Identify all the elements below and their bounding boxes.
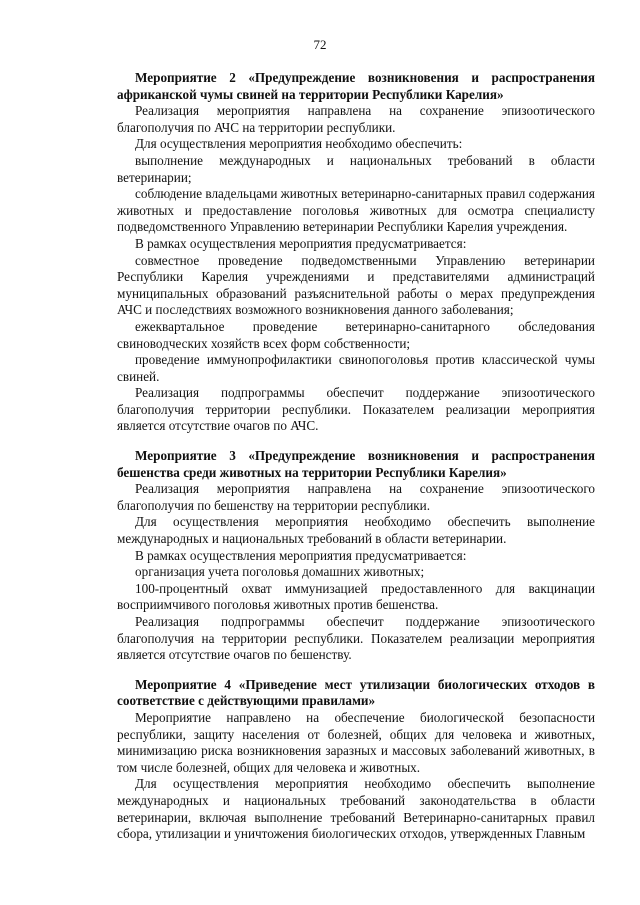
paragraph: ежеквартальное проведение ветеринарно-санитарного обследования свиноводческих хозяйств всех форм собственности;	[117, 318, 595, 351]
paragraph: Реализация мероприятия направлена на сохранение эпизоотического благополучия по АЧС на территории республики.	[117, 103, 595, 135]
paragraph: Для осуществления мероприятия необходимо обеспечить выполнение международных и национальных требований в области ветеринарии.	[117, 514, 595, 547]
paragraph: организация учета поголовья домашних животных;	[135, 564, 425, 580]
paragraph: В рамках осуществления мероприятия предусматривается:	[135, 235, 467, 251]
paragraph: Реализация подпрограммы обеспечит поддержание эпизоотического благополучия на территории республики. Показателем реализации мероприятия является отсутствие очагов по бешенству.	[117, 614, 595, 663]
page-number: 72	[313, 37, 327, 52]
paragraph: Для осуществления мероприятия необходимо обеспечить:	[135, 136, 463, 152]
section-spacer	[117, 664, 595, 677]
paragraph: совместное проведение подведомственными Управлению ветеринарии Республики Карелия учреждениями и представителями администраций муниципальных образований разъяснительной работы о мерах предупреждения АЧС и последствиях возможного возникновения данного заболевания;	[117, 252, 595, 318]
section-measure-2	[117, 70, 595, 435]
section-heading: Мероприятие 4 «Приведение мест утилизации биологических отходов в соответствие с действующими правилами»	[117, 676, 595, 709]
section-measure-4	[117, 677, 595, 843]
paragraph: проведение иммунопрофилактики свинопоголовья против классической чумы свиней.	[117, 352, 595, 384]
paragraph: В рамках осуществления мероприятия предусматривается:	[135, 547, 467, 563]
document-body	[117, 70, 595, 843]
paragraph: Реализация мероприятия направлена на сохранение эпизоотического благополучия по бешенству на территории республики.	[117, 481, 595, 513]
paragraph: выполнение международных и национальных требований в области ветеринарии;	[117, 152, 595, 185]
paragraph: 100-процентный охват иммунизацией предоставленного для вакцинации восприимчивого поголовья животных против бешенства.	[117, 580, 595, 613]
section-heading: Мероприятие 3 «Предупреждение возникновения и распространения бешенства среди животных на территории Республики Карелия»	[117, 448, 595, 480]
section-heading: Мероприятие 2 «Предупреждение возникновения и распространения африканской чумы свиней на территории Республики Карелия»	[117, 70, 595, 102]
section-measure-3	[117, 448, 595, 664]
paragraph: Реализация подпрограммы обеспечит поддержание эпизоотического благополучия территории республики. Показателем реализации мероприятия является отсутствие очагов по АЧС.	[117, 385, 595, 434]
section-spacer	[117, 435, 595, 448]
paragraph: соблюдение владельцами животных ветеринарно-санитарных правил содержания животных и предоставление поголовья животных для осмотра специалисту подведомственного Управлению ветеринарии Республики Карелия учреждения.	[117, 186, 595, 235]
paragraph: Для осуществления мероприятия необходимо обеспечить выполнение международных и национальных требований законодательства в области ветеринарии, включая выполнение требований Ветеринарно-санитарных правил сбора, утилизации и уничтожения биологических отходов, утвержденных Главным	[117, 776, 595, 842]
paragraph: Мероприятие направлено на обеспечение биологической безопасности республики, защиту населения от болезней, общих для человека и животных, минимизацию риска возникновения заразных и массовых заболеваний животных, в том числе болезней, общих для человека и животных.	[117, 709, 595, 775]
